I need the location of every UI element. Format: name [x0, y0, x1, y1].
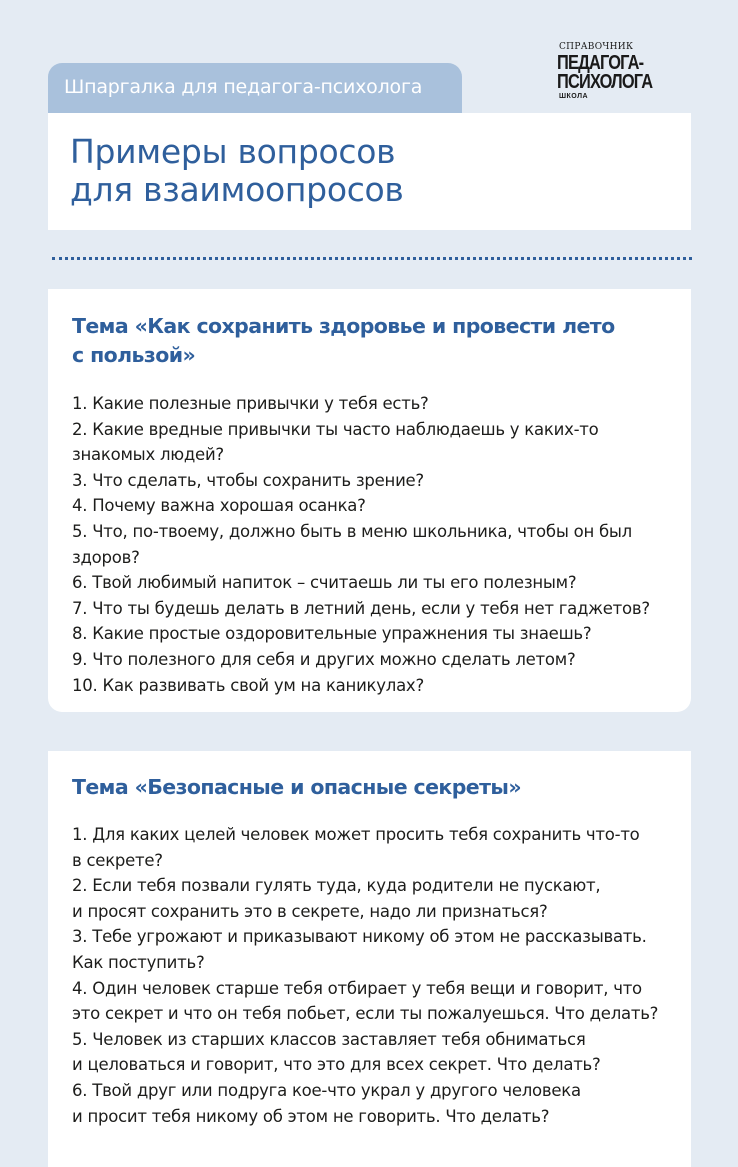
question-item: 5. Что, по-твоему, должно быть в меню школьника, чтобы он был здоров?	[72, 521, 632, 567]
topic-title: Тема «Безопасные и опасные секреты»	[72, 775, 521, 799]
header-tab-label: Шпаргалка для педагога-психолога	[64, 76, 423, 98]
question-item: 1. Для каких целей человек может просить тебя сохранить что-то в секрете?	[72, 825, 640, 870]
question-item: 4. Почему важна хорошая осанка?	[72, 496, 366, 516]
question-list	[72, 822, 675, 1129]
page-title-line-1: Примеры вопросов	[70, 132, 396, 171]
question-item: 2. Если тебя позвали гулять туда, куда родители не пускают, и просят сохранить это в секрете, надо ли признаться?	[72, 876, 601, 921]
question-item: 7. Что ты будешь делать в летний день, если у тебя нет гаджетов?	[72, 598, 650, 618]
logo-top-text: СПРАВОЧНИК	[559, 42, 634, 52]
question-item: 6. Твой друг или подруга кое-что украл у другого человека и просит тебя никому об этом не говорить. Что делать?	[72, 1080, 581, 1126]
topic-card-secrets	[48, 751, 691, 1167]
question-item: 3. Тебе угрожают и приказывают никому об этом не рассказывать. Как поступить?	[72, 927, 647, 972]
logo-main-line-2: ПСИХОЛОГА	[557, 71, 653, 93]
title-card	[48, 113, 691, 230]
topic-title: Тема «Как сохранить здоровье и провести лето с пользой»	[72, 314, 615, 367]
dotted-divider	[52, 257, 692, 260]
question-item: 9. Что полезного для себя и других можно сделать летом?	[72, 649, 576, 669]
header-tab	[48, 63, 462, 113]
publication-logo	[557, 42, 707, 106]
question-list	[72, 391, 675, 698]
page-title-line-2: для взаимоопросов	[70, 170, 404, 209]
topic-card-health	[48, 289, 691, 712]
question-item: 2. Какие вредные привычки ты часто наблюдаешь у каких-то знакомых людей?	[72, 419, 599, 465]
question-item: 1. Какие полезные привычки у тебя есть?	[72, 394, 429, 413]
logo-bottom-text: ШКОЛА	[559, 93, 589, 100]
question-item: 8. Какие простые оздоровительные упражнения ты знаешь?	[72, 624, 592, 644]
question-item: 6. Твой любимый напиток – считаешь ли ты его полезным?	[72, 573, 577, 593]
question-item: 10. Как развивать свой ум на каникулах?	[72, 675, 424, 695]
logo-main-line-1: ПЕДАГОГА-	[557, 52, 644, 74]
question-item: 5. Человек из старших классов заставляет тебя обниматься и целоваться и говорит, что это для всех секрет. Что делать?	[72, 1029, 601, 1075]
question-item: 3. Что сделать, чтобы сохранить зрение?	[72, 470, 424, 490]
question-item: 4. Один человек старше тебя отбирает у тебя вещи и говорит, что это секрет и что он тебя побьет, если ты пожалуешься. Что делать?	[72, 978, 659, 1024]
